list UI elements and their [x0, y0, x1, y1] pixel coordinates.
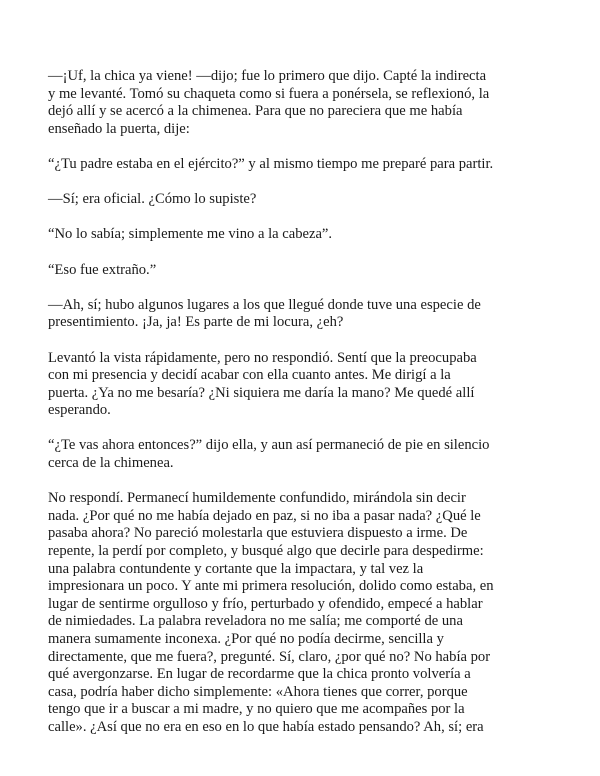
paragraph	[48, 297, 558, 332]
text-line: “¿Tu padre estaba en el ejército?” y al mismo tiempo me preparé para partir.	[48, 155, 494, 172]
text-line: directamente, que me fuera?, pregunté. Sí, claro, ¿por qué no? No había por	[48, 648, 491, 665]
text-line: una palabra contundente y cortante que la impactara, y tal vez la	[48, 560, 424, 577]
paragraph	[48, 226, 558, 244]
text-line: lugar de sentirme orgulloso y frío, perturbado y ofendido, empecé a hablar	[48, 595, 483, 612]
text-line: impresionara un poco. Y ante mi primera resolución, dolido como estaba, en	[48, 578, 494, 595]
paragraph	[48, 437, 558, 472]
text-line: “No lo sabía; simplemente me vino a la cabeza”.	[48, 226, 333, 243]
paragraph	[48, 156, 558, 174]
text-line: repente, la perdí por completo, y busqué algo que decirle para despedirme:	[48, 543, 484, 560]
text-line: con mi presencia y decidí acabar con ella cuanto antes. Me dirigí a la	[48, 367, 451, 384]
text-line: presentimiento. ¡Ja, ja! Es parte de mi locura, ¿eh?	[48, 314, 344, 331]
text-line: esperando.	[48, 402, 111, 419]
text-line: de nimiedades. La palabra reveladora no me salía; me comporté de una	[48, 613, 463, 630]
text-line: puerta. ¿Ya no me besaría? ¿Ni siquiera me daría la mano? Me quedé allí	[48, 384, 475, 401]
text-line: qué avergonzarse. En lugar de recordarme que la chica pronto volvería a	[48, 666, 471, 683]
paragraph	[48, 350, 558, 420]
text-line: “Eso fue extraño.”	[48, 261, 157, 278]
text-line: nada. ¿Por qué no me había dejado en paz, si no iba a pasar nada? ¿Qué le	[48, 507, 481, 524]
text-line: No respondí. Permanecí humildemente confundido, mirándola sin decir	[48, 490, 466, 507]
text-line: y me levanté. Tomó su chaqueta como si fuera a ponérsela, se reflexionó, la	[48, 85, 490, 102]
paragraph	[48, 490, 558, 736]
text-line: —¡Uf, la chica ya viene! —dijo; fue lo primero que dijo. Capté la indirecta	[48, 68, 487, 84]
text-line: calle». ¿Así que no era en eso en lo que había estado pensando? Ah, sí; era	[48, 718, 484, 735]
document-body	[48, 68, 558, 737]
text-line: Levantó la vista rápidamente, pero no respondió. Sentí que la preocupaba	[48, 349, 477, 366]
paragraph	[48, 191, 558, 209]
text-line: tengo que ir a buscar a mi madre, y no quiero que me acompañes por la	[48, 701, 465, 718]
text-line: casa, podría haber dicho simplemente: «Ahora tienes que correr, porque	[48, 683, 468, 700]
text-line: “¿Te vas ahora entonces?” dijo ella, y aun así permaneció de pie en silencio	[48, 437, 490, 454]
text-line: cerca de la chimenea.	[48, 455, 174, 472]
paragraph	[48, 262, 558, 280]
text-line: —Sí; era oficial. ¿Cómo lo supiste?	[48, 191, 257, 208]
text-line: manera sumamente inconexa. ¿Por qué no podía decirme, sencilla y	[48, 631, 444, 647]
paragraph	[48, 68, 558, 138]
text-line: pasaba ahora? No pareció molestarla que estuviera dispuesto a irme. De	[48, 525, 468, 542]
text-line: enseñado la puerta, dije:	[48, 120, 190, 137]
text-line: dejó allí y se acercó a la chimenea. Para que no pareciera que me había	[48, 103, 463, 120]
text-line: —Ah, sí; hubo algunos lugares a los que llegué donde tuve una especie de	[48, 296, 481, 313]
